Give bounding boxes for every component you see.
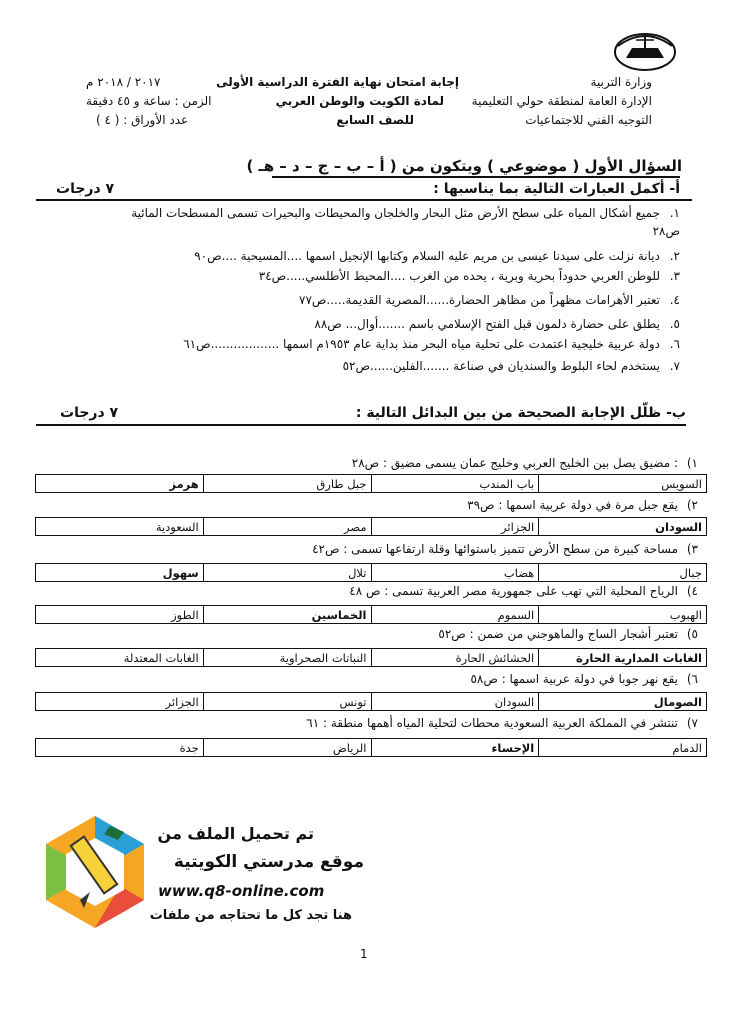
- subject-name: لمادة الكويت والوطن العربي: [275, 94, 444, 108]
- option-cell[interactable]: جبل طارق: [203, 475, 371, 493]
- option-cell[interactable]: الجزائر: [371, 518, 539, 536]
- district-name: الإدارة العامة لمنطقة حولي التعليمية: [471, 94, 652, 108]
- options-table: [35, 692, 707, 711]
- option-cell-correct[interactable]: سهول: [36, 564, 204, 582]
- list-item: ١.جميع أشكال المياه على سطح الأرض مثل البحار والخلجان والمحيطات والبحيرات تسمى المسطحات المائية: [131, 206, 680, 220]
- part-b-marks: ٧ درجات: [60, 405, 119, 421]
- option-cell[interactable]: تونس: [203, 693, 371, 711]
- option-cell-correct[interactable]: الخماسين: [203, 606, 371, 624]
- option-cell[interactable]: النباتات الصحراوية: [203, 649, 371, 667]
- option-cell-correct[interactable]: السودان: [539, 518, 707, 536]
- option-cell[interactable]: السموم: [371, 606, 539, 624]
- list-item: ٥.يطلق على حضارة دلمون قبل الفتح الإسلامي باسم .......أوال... ص٨٨: [314, 317, 680, 331]
- part-b-underline: [36, 424, 686, 426]
- question-text: ٥)تعتبر أشجار الساج والماهوجني من ضمن : ص٥٢: [438, 627, 698, 641]
- option-cell[interactable]: تلال: [203, 564, 371, 582]
- supervision-name: التوجيه الفني للاجتماعيات: [525, 113, 652, 127]
- options-table: [35, 474, 707, 493]
- option-cell[interactable]: الدمام: [539, 739, 707, 757]
- part-b-title: ب- ظلّل الإجابة الصحيحة من بين البدائل التالية :: [355, 405, 686, 421]
- option-cell-correct[interactable]: الإحساء: [371, 739, 539, 757]
- option-cell[interactable]: جدة: [36, 739, 204, 757]
- option-cell[interactable]: الحشائش الحارة: [371, 649, 539, 667]
- part-a-marks: ٧ درجات: [56, 181, 115, 197]
- ministry-name: وزارة التربية: [590, 75, 652, 89]
- list-item: ٣.للوطن العربي حدوداً بحرية وبرية ، يحده من الغرب ....المحيط الأطلسي.....ص٣٤: [258, 269, 680, 283]
- exam-title: إجابة امتحان نهاية الفترة الدراسية الأولى: [216, 75, 459, 89]
- options-table: [35, 563, 707, 582]
- question-text: ٤)الرياح المحلية التي تهب على جمهورية مصر العربية تسمى : ص ٤٨: [349, 584, 698, 598]
- options-table: [35, 517, 707, 536]
- pages-count: عدد الأوراق : ( ٤ ): [96, 113, 189, 127]
- option-cell[interactable]: الطوز: [36, 606, 204, 624]
- question-text: ٧)تنتشر في المملكة العربية السعودية محطات لتحلية المياه أهمها منطقة : ٦١: [306, 716, 698, 730]
- option-cell[interactable]: الرياض: [203, 739, 371, 757]
- option-cell-correct[interactable]: الغابات المدارية الحارة: [539, 649, 707, 667]
- grade-name: للصف السابع: [336, 113, 414, 127]
- option-cell[interactable]: باب المندب: [371, 475, 539, 493]
- option-cell-correct[interactable]: الصومال: [539, 693, 707, 711]
- page-number: 1: [360, 947, 368, 961]
- list-item: ٤.تعتبر الأهرامات مظهراً من مظاهر الحضارة......المصرية القديمة.....ص٧٧: [299, 293, 680, 307]
- option-cell[interactable]: الهبوب: [539, 606, 707, 624]
- question-text: ١): مضيق يصل بين الخليج العربي وخليج عمان يسمى مضيق : ص٢٨: [351, 456, 698, 470]
- list-item: ٧.يستخدم لحاء البلوط والسنديان في صناعة .......الفلين......ص٥٢: [342, 359, 680, 373]
- section-title: السؤال الأول ( موضوعي ) ويتكون من ( أ – ب – ج – د – هـ ): [246, 157, 682, 175]
- option-cell[interactable]: هضاب: [371, 564, 539, 582]
- part-a-underline: [36, 199, 692, 201]
- exam-duration: الزمن : ساعة و ٤٥ دقيقة: [86, 94, 212, 108]
- promo-url[interactable]: www.q8-online.com: [158, 882, 325, 900]
- site-logo-icon: [40, 812, 150, 932]
- section-title-underline: [272, 176, 680, 178]
- option-cell[interactable]: السعودية: [36, 518, 204, 536]
- promo-line1: تم تحميل الملف من: [157, 824, 314, 843]
- school-year: ٢٠١٧ / ٢٠١٨ م: [86, 75, 161, 89]
- option-cell[interactable]: السودان: [371, 693, 539, 711]
- list-item: ٦.دولة عربية خليجية اعتمدت على تحلية مياه البحر منذ بداية عام ١٩٥٣م اسمها ..................ص٦١: [183, 337, 680, 351]
- question-text: ٢)يقع جبل مرة في دولة عربية اسمها : ص٣٩: [467, 498, 698, 512]
- list-item: ٢.ديانة نزلت على سيدنا عيسى بن مريم عليه السلام وكتابها الإنجيل اسمها ....المسيحية ....ص٩٠: [194, 249, 680, 263]
- option-cell[interactable]: جبال: [539, 564, 707, 582]
- part-a-title: أ- أكمل العبارات التالية بما يناسبها :: [433, 181, 680, 197]
- option-cell-correct[interactable]: هرمز: [36, 475, 204, 493]
- options-table: [35, 605, 707, 624]
- promo-line2: موقع مدرستي الكويتية: [173, 852, 364, 872]
- option-cell[interactable]: مصر: [203, 518, 371, 536]
- option-cell[interactable]: السويس: [539, 475, 707, 493]
- question-text: ٦)يقع نهر جوبا في دولة عربية اسمها : ص٥٨: [470, 672, 698, 686]
- options-table: [35, 648, 707, 667]
- option-cell[interactable]: الجزائر: [36, 693, 204, 711]
- list-item-page-ref: ص٢٨: [652, 224, 680, 238]
- promo-tagline: هنا تجد كل ما تحتاجه من ملفات: [149, 908, 352, 923]
- options-table: [35, 738, 707, 757]
- option-cell[interactable]: الغابات المعتدلة: [36, 649, 204, 667]
- question-text: ٣)مساحة كبيرة من سطح الأرض تتميز باستوائها وقلة ارتفاعها تسمى : ص٤٢: [312, 542, 698, 556]
- kuwait-emblem-icon: [612, 28, 678, 72]
